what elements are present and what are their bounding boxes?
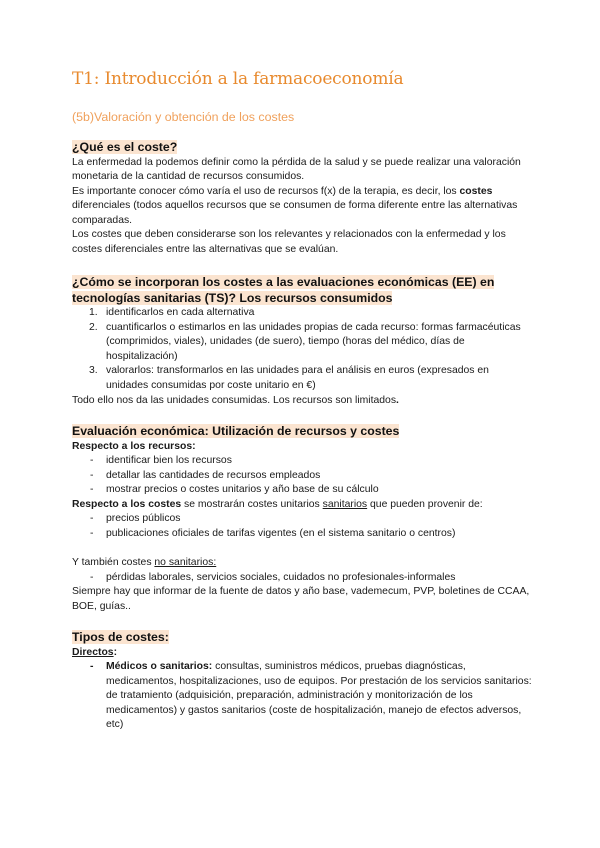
direct-label: Directos: [72, 646, 118, 658]
resources-label: Respecto a los recursos: [72, 440, 196, 452]
list-item: - pérdidas laborales, servicios sociales, cuidados no profesionales-informales [90, 571, 456, 583]
page-title: T1: Introducción a la farmacoeconomía [72, 69, 404, 89]
list-item: - detallar las cantidades de recursos empleados [90, 469, 321, 481]
dash-list [72, 454, 532, 498]
section-resource-utilization [72, 424, 532, 615]
paragraph: Todo ello nos da las unidades consumidas. Los recursos son limitados. [72, 394, 399, 406]
page-subtitle: (5b)Valoración y obtención de los costes [72, 110, 295, 124]
list-item: 1. identificarlos en cada alternativa [89, 307, 255, 318]
list-item: 2. cuantificarlos o estimarlos en las unidades propias de cada recurso: formas farmacéuticas (comprimidos, viales), unidades (de suero), tiempo (horas del médico, días de hospitalización) [89, 321, 521, 362]
paragraph: Los costes que deben considerarse son los relevantes y relacionados con la enfermedad y los costes diferenciales entre las alternativas que se evalúan. [72, 229, 506, 256]
section-heading: Tipos de costes: [72, 630, 169, 644]
dash-list [72, 571, 532, 586]
paragraph: Siempre hay que informar de la fuente de datos y año base, vademecum, PVP, boletines de CCAA, BOE, guías.. [72, 586, 530, 613]
section-incorporate-costs [72, 275, 532, 408]
list-item: - identificar bien los recursos [90, 455, 232, 467]
paragraph: Es importante conocer cómo varía el uso de recursos f(x) de la terapia, es decir, los costes diferenciales (todos aquellos recursos que se consumen de forma diferente entre las alternativas comparadas. [72, 185, 518, 226]
list-item: 3. valorarlos: transformarlos en las unidades para el análisis en euros (expresados en unidades consumidas por coste unitario en €) [89, 365, 489, 391]
section-what-is-cost [72, 140, 532, 258]
section-heading: Evaluación económica: Utilización de recursos y costes [72, 424, 400, 438]
numbered-list [72, 306, 532, 394]
list-item: - precios públicos [90, 513, 181, 525]
paragraph: La enfermedad la podemos definir como la pérdida de la salud y se puede realizar una valoración monetaria de la cantidad de recursos consumidos. [72, 156, 521, 183]
list-item: - publicaciones oficiales de tarifas vigentes (en el sistema sanitario o centros) [90, 528, 456, 540]
section-cost-types [72, 630, 532, 733]
spacer [72, 542, 532, 557]
non-sanitary-paragraph: Y también costes no sanitarios: [72, 557, 217, 569]
section-heading: ¿Cómo se incorporan los costes a las evaluaciones económicas (EE) en tecnologías sanitarias (TS)? Los recursos consumidos [72, 275, 495, 305]
costs-paragraph: Respecto a los costes se mostrarán costes unitarios sanitarios que pueden provenir de: [72, 498, 483, 510]
list-item: - Médicos o sanitarios: consultas, suministros médicos, pruebas diagnósticas, medicamentos, hospitalizaciones, uso de equipos. Por prestación de los servicios sanitarios: de tratamiento (adquisición, preparación, administración y monitorización de los medicamentos) y gastos sanitarios (coste de hospitalización, manejo de efectos adversos, etc) [90, 661, 532, 731]
dash-list [72, 512, 532, 541]
list-item: - mostrar precios o costes unitarios y año base de su cálculo [90, 484, 379, 496]
dash-list [72, 660, 532, 733]
section-heading: ¿Qué es el coste? [72, 140, 178, 154]
